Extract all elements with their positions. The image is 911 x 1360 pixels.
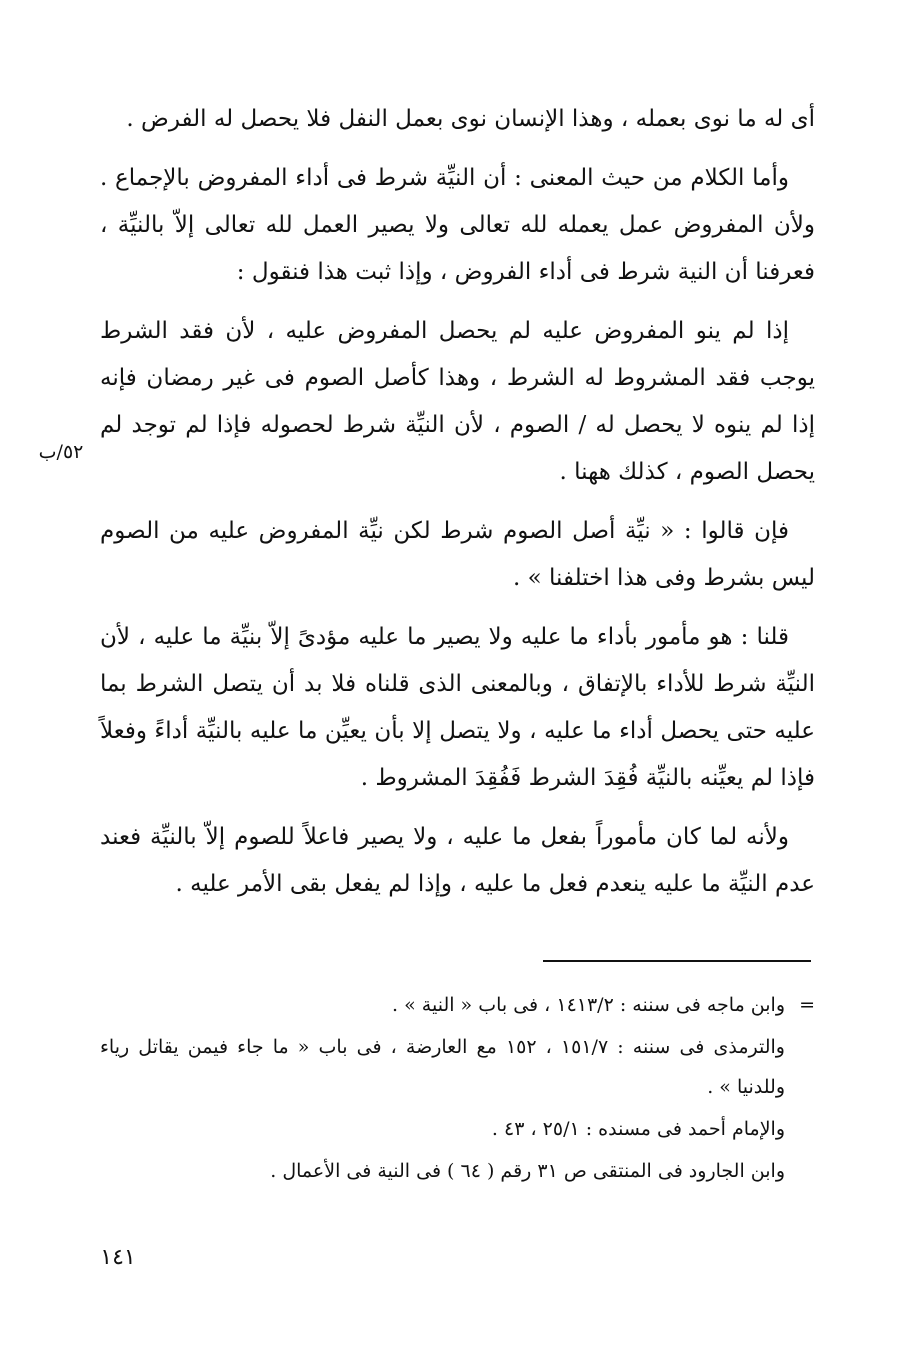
footnote-1 — [100, 985, 815, 1025]
footnote-1-text: وابن ماجه فى سننه : ١٤١٣/٢ ، فى باب « النية » . — [392, 994, 785, 1016]
footnote-2: والترمذى فى سننه : ١٥١/٧ ، ١٥٢ مع العارضة ، فى باب « ما جاء فيمن يقاتل رياء وللدنيا » . — [100, 1036, 785, 1098]
paragraph-1: أى له ما نوى بعمله ، وهذا الإنسان نوى بعمل النفل فلا يحصل له الفرض . — [126, 106, 815, 132]
footnote-4: وابن الجارود فى المنتقى ص ٣١ رقم ( ٦٤ ) فى النية فى الأعمال . — [270, 1160, 785, 1182]
paragraph-5: قلنا : هو مأمور بأداء ما عليه ولا يصير ما عليه مؤدىً إلاّ بنيِّة ما عليه ، لأن النيِّة شرط للأداء بالإتفاق ، وبالمعنى الذى قلناه فلا بد أن يتصل الشرط بما عليه حتى يحصل أداء ما عليه ، ولا يتصل إلا بأن يعيِّن ما عليه بالنيِّة أداءً وفعلاً فإذا لم يعيِّنه بالنيِّة فُقِدَ الشرط فَفُقِدَ المشروط . — [100, 624, 815, 791]
manuscript-folio-note: ٥٢/ب — [38, 441, 84, 463]
footnote-3: والإمام أحمد فى مسنده : ٢٥/١ ، ٤٣ . — [491, 1118, 785, 1140]
footnotes-section — [100, 985, 815, 1193]
footnote-divider — [543, 960, 811, 962]
paragraph-4: فإن قالوا : « نيِّة أصل الصوم شرط لكن نيِّة المفروض عليه من الصوم ليس بشرط وفى هذا اختلفنا » . — [100, 518, 815, 591]
paragraph-6: ولأنه لما كان مأموراً بفعل ما عليه ، ولا يصير فاعلاً للصوم إلاّ بالنيِّة فعند عدم النيِّة ما عليه ينعدم فعل ما عليه ، وإذا لم يفعل بقى الأمر عليه . — [100, 824, 815, 897]
paragraph-3: إذا لم ينو المفروض عليه لم يحصل المفروض عليه ، لأن فقد الشرط يوجب فقد المشروط له الشرط ، وهذا كأصل الصوم فى غير رمضان فإنه إذا لم ينوه لا يحصل له / الصوم ، لأن النيِّة شرط لحصوله فإذا لم توجد لم يحصل الصوم ، كذلك ههنا . — [100, 318, 815, 485]
paragraph-2: وأما الكلام من حيث المعنى : أن النيِّة شرط فى أداء المفروض بالإجماع . ولأن المفروض عمل يعمله لله تعالى ولا يصير العمل لله تعالى إلاّ بالنيِّة ، فعرفنا أن النية شرط فى أداء الفروض ، وإذا ثبت هذا فنقول : — [100, 165, 815, 285]
main-text-body — [100, 96, 815, 920]
page-number: ١٤١ — [100, 1245, 136, 1270]
footnote-continuation-marker: = — [799, 994, 815, 1016]
